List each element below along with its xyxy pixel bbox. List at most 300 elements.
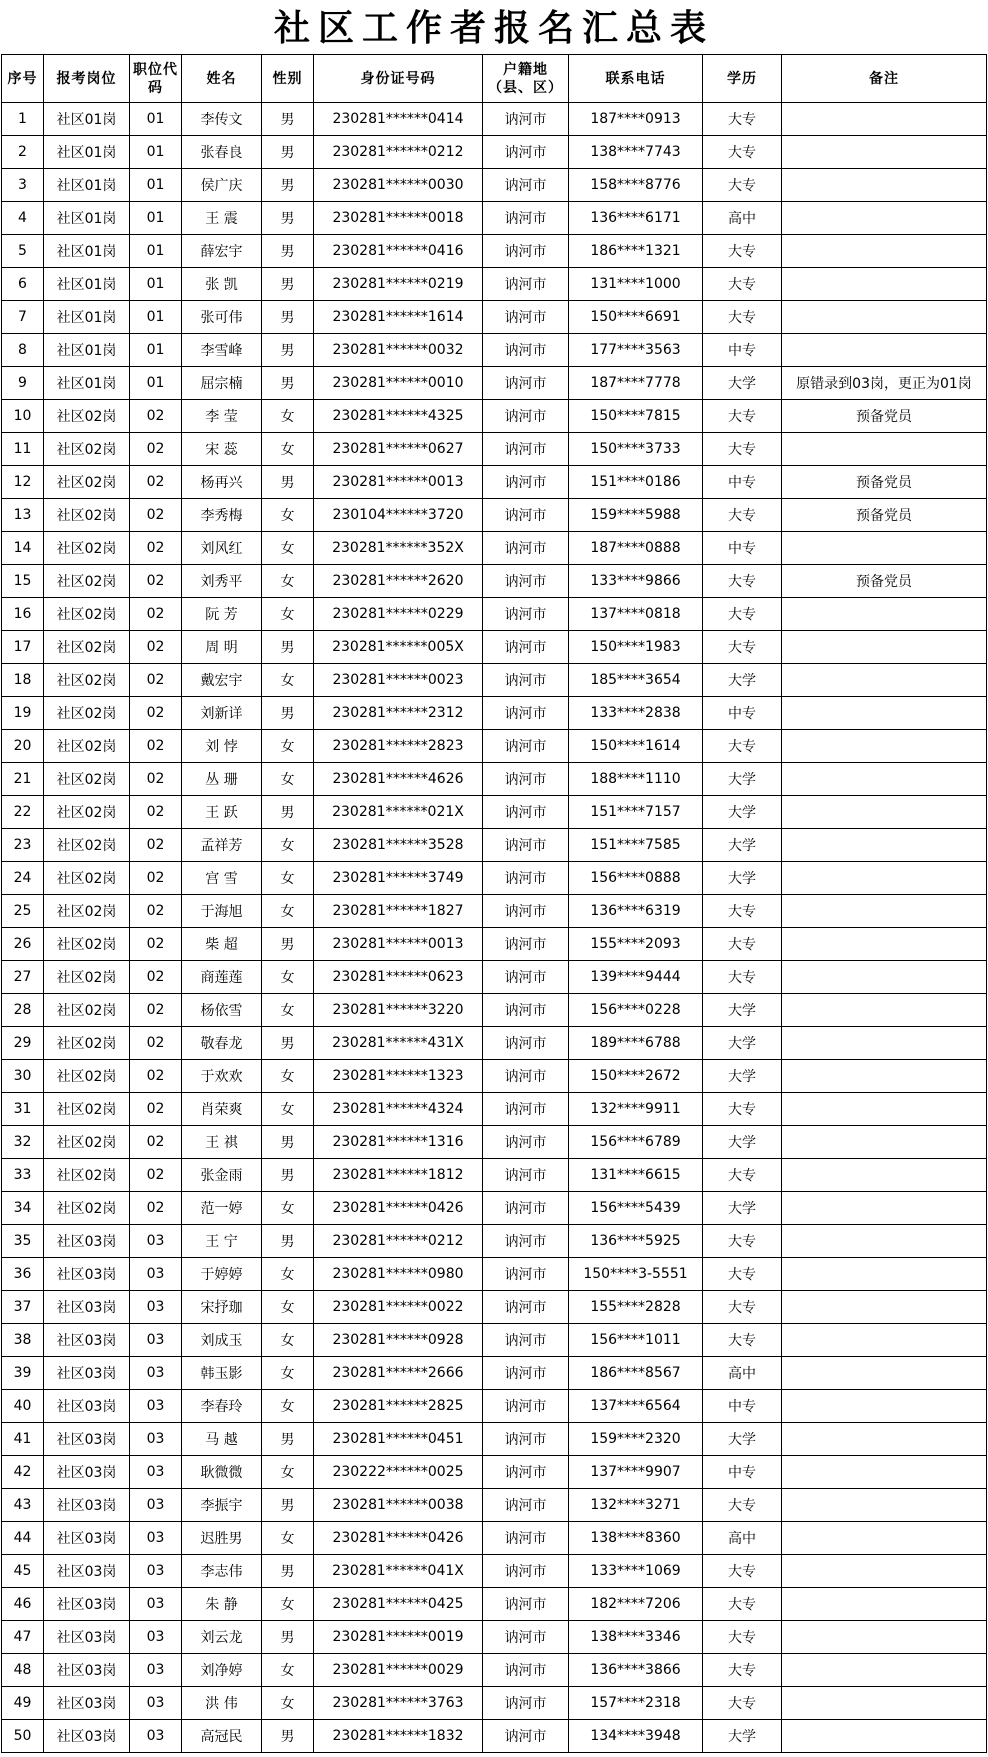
cell-gender: 男 (262, 1423, 314, 1456)
cell-gender: 女 (262, 1291, 314, 1324)
header-position: 报考岗位 (44, 55, 130, 103)
cell-household: 讷河市 (483, 367, 569, 400)
cell-education: 大专 (703, 928, 782, 961)
cell-gender: 男 (262, 334, 314, 367)
cell-id-number: 230281******0019 (314, 1621, 483, 1654)
cell-position-code: 03 (130, 1654, 182, 1687)
cell-phone: 187****0888 (569, 532, 703, 565)
cell-phone: 187****7778 (569, 367, 703, 400)
cell-education: 大学 (703, 796, 782, 829)
cell-gender: 男 (262, 301, 314, 334)
cell-name: 张可伟 (182, 301, 262, 334)
cell-index: 44 (2, 1522, 44, 1555)
cell-index: 8 (2, 334, 44, 367)
cell-gender: 男 (262, 1225, 314, 1258)
cell-phone: 150****2672 (569, 1060, 703, 1093)
table-row (2, 433, 987, 466)
table-row (2, 565, 987, 598)
table-row (2, 928, 987, 961)
cell-household: 讷河市 (483, 631, 569, 664)
cell-position-code: 02 (130, 1027, 182, 1060)
cell-household: 讷河市 (483, 1687, 569, 1720)
cell-index: 46 (2, 1588, 44, 1621)
cell-id-number: 230281******0425 (314, 1588, 483, 1621)
cell-remarks (782, 1456, 987, 1489)
cell-household: 讷河市 (483, 1720, 569, 1753)
cell-id-number: 230281******0426 (314, 1522, 483, 1555)
cell-index: 13 (2, 499, 44, 532)
cell-education: 大学 (703, 763, 782, 796)
cell-phone: 156****0228 (569, 994, 703, 1027)
cell-household: 讷河市 (483, 1060, 569, 1093)
cell-position-code: 03 (130, 1687, 182, 1720)
cell-education: 中专 (703, 334, 782, 367)
cell-phone: 158****8776 (569, 169, 703, 202)
cell-gender: 女 (262, 664, 314, 697)
cell-education: 大专 (703, 1588, 782, 1621)
cell-remarks (782, 1555, 987, 1588)
cell-household: 讷河市 (483, 928, 569, 961)
cell-id-number: 230281******0023 (314, 664, 483, 697)
cell-position: 社区02岗 (44, 994, 130, 1027)
cell-education: 大专 (703, 1654, 782, 1687)
cell-household: 讷河市 (483, 1357, 569, 1390)
cell-education: 高中 (703, 1522, 782, 1555)
header-position-code: 职位代码 (130, 55, 182, 103)
cell-remarks (782, 697, 987, 730)
cell-position: 社区01岗 (44, 367, 130, 400)
cell-id-number: 230281******4325 (314, 400, 483, 433)
cell-position: 社区03岗 (44, 1390, 130, 1423)
cell-education: 大学 (703, 367, 782, 400)
cell-remarks (782, 1654, 987, 1687)
cell-phone: 156****0888 (569, 862, 703, 895)
cell-position-code: 02 (130, 1159, 182, 1192)
cell-household: 讷河市 (483, 961, 569, 994)
cell-household: 讷河市 (483, 103, 569, 136)
cell-remarks (782, 1258, 987, 1291)
cell-position: 社区02岗 (44, 499, 130, 532)
cell-position: 社区02岗 (44, 829, 130, 862)
cell-id-number: 230281******0426 (314, 1192, 483, 1225)
table-row (2, 103, 987, 136)
cell-position: 社区02岗 (44, 631, 130, 664)
cell-name: 戴宏宇 (182, 664, 262, 697)
cell-household: 讷河市 (483, 1324, 569, 1357)
cell-education: 大专 (703, 1621, 782, 1654)
header-id-number: 身份证号码 (314, 55, 483, 103)
cell-household: 讷河市 (483, 1621, 569, 1654)
cell-household: 讷河市 (483, 697, 569, 730)
cell-remarks (782, 1423, 987, 1456)
cell-name: 柴 超 (182, 928, 262, 961)
cell-phone: 131****6615 (569, 1159, 703, 1192)
cell-remarks (782, 796, 987, 829)
cell-id-number: 230281******0451 (314, 1423, 483, 1456)
table-header-row (2, 55, 987, 103)
cell-name: 刘风红 (182, 532, 262, 565)
cell-index: 27 (2, 961, 44, 994)
cell-household: 讷河市 (483, 466, 569, 499)
cell-position: 社区01岗 (44, 235, 130, 268)
cell-remarks (782, 664, 987, 697)
cell-education: 大专 (703, 1489, 782, 1522)
cell-name: 丛 珊 (182, 763, 262, 796)
cell-phone: 150****6691 (569, 301, 703, 334)
cell-household: 讷河市 (483, 433, 569, 466)
table-row (2, 1489, 987, 1522)
cell-phone: 150****3733 (569, 433, 703, 466)
cell-position: 社区01岗 (44, 268, 130, 301)
cell-index: 38 (2, 1324, 44, 1357)
cell-name: 李秀梅 (182, 499, 262, 532)
cell-position-code: 03 (130, 1324, 182, 1357)
cell-household: 讷河市 (483, 1390, 569, 1423)
cell-remarks: 预备党员 (782, 565, 987, 598)
cell-gender: 女 (262, 994, 314, 1027)
cell-index: 6 (2, 268, 44, 301)
cell-phone: 133****9866 (569, 565, 703, 598)
cell-position-code: 03 (130, 1621, 182, 1654)
cell-index: 29 (2, 1027, 44, 1060)
cell-id-number: 230281******0030 (314, 169, 483, 202)
cell-position: 社区02岗 (44, 1027, 130, 1060)
cell-remarks: 预备党员 (782, 400, 987, 433)
cell-education: 大专 (703, 598, 782, 631)
cell-id-number: 230281******2825 (314, 1390, 483, 1423)
cell-phone: 188****1110 (569, 763, 703, 796)
cell-education: 中专 (703, 532, 782, 565)
table-row (2, 202, 987, 235)
cell-education: 大专 (703, 235, 782, 268)
cell-id-number: 230281******3220 (314, 994, 483, 1027)
cell-household: 讷河市 (483, 1192, 569, 1225)
cell-phone: 159****2320 (569, 1423, 703, 1456)
cell-position: 社区02岗 (44, 532, 130, 565)
cell-id-number: 230281******005X (314, 631, 483, 664)
header-phone: 联系电话 (569, 55, 703, 103)
cell-remarks (782, 730, 987, 763)
cell-index: 45 (2, 1555, 44, 1588)
cell-household: 讷河市 (483, 1258, 569, 1291)
cell-index: 19 (2, 697, 44, 730)
cell-index: 39 (2, 1357, 44, 1390)
cell-id-number: 230281******0623 (314, 961, 483, 994)
cell-gender: 女 (262, 829, 314, 862)
table-row (2, 664, 987, 697)
cell-name: 宋 蕊 (182, 433, 262, 466)
cell-education: 大专 (703, 103, 782, 136)
cell-remarks (782, 334, 987, 367)
cell-education: 中专 (703, 1390, 782, 1423)
cell-name: 杨依雪 (182, 994, 262, 1027)
cell-id-number: 230281******0212 (314, 1225, 483, 1258)
cell-remarks (782, 1621, 987, 1654)
cell-position: 社区02岗 (44, 895, 130, 928)
cell-education: 大专 (703, 301, 782, 334)
cell-gender: 女 (262, 433, 314, 466)
cell-phone: 134****3948 (569, 1720, 703, 1753)
cell-household: 讷河市 (483, 334, 569, 367)
cell-position-code: 03 (130, 1225, 182, 1258)
cell-position-code: 02 (130, 1192, 182, 1225)
cell-gender: 男 (262, 631, 314, 664)
table-row (2, 235, 987, 268)
cell-id-number: 230281******3763 (314, 1687, 483, 1720)
cell-gender: 女 (262, 1588, 314, 1621)
table-row (2, 829, 987, 862)
cell-position-code: 01 (130, 367, 182, 400)
cell-position-code: 01 (130, 235, 182, 268)
cell-position: 社区02岗 (44, 433, 130, 466)
cell-position: 社区01岗 (44, 301, 130, 334)
cell-position-code: 02 (130, 697, 182, 730)
cell-education: 大专 (703, 1324, 782, 1357)
cell-position: 社区02岗 (44, 928, 130, 961)
cell-household: 讷河市 (483, 862, 569, 895)
table-row (2, 1720, 987, 1753)
cell-education: 大专 (703, 895, 782, 928)
cell-id-number: 230281******021X (314, 796, 483, 829)
cell-name: 王 祺 (182, 1126, 262, 1159)
cell-phone: 139****9444 (569, 961, 703, 994)
cell-position-code: 01 (130, 268, 182, 301)
cell-position: 社区02岗 (44, 796, 130, 829)
cell-phone: 137****9907 (569, 1456, 703, 1489)
cell-remarks: 预备党员 (782, 499, 987, 532)
table-body (2, 103, 987, 1753)
cell-gender: 女 (262, 1192, 314, 1225)
cell-index: 42 (2, 1456, 44, 1489)
cell-id-number: 230104******3720 (314, 499, 483, 532)
cell-index: 4 (2, 202, 44, 235)
cell-household: 讷河市 (483, 136, 569, 169)
cell-phone: 133****2838 (569, 697, 703, 730)
table-row (2, 1588, 987, 1621)
cell-phone: 138****3346 (569, 1621, 703, 1654)
cell-position-code: 02 (130, 433, 182, 466)
cell-index: 9 (2, 367, 44, 400)
cell-name: 屈宗楠 (182, 367, 262, 400)
cell-name: 商莲莲 (182, 961, 262, 994)
cell-id-number: 230281******1827 (314, 895, 483, 928)
cell-remarks (782, 1390, 987, 1423)
cell-phone: 133****1069 (569, 1555, 703, 1588)
cell-remarks (782, 1027, 987, 1060)
cell-position: 社区02岗 (44, 598, 130, 631)
cell-index: 47 (2, 1621, 44, 1654)
cell-position: 社区02岗 (44, 862, 130, 895)
cell-phone: 156****5439 (569, 1192, 703, 1225)
cell-index: 50 (2, 1720, 44, 1753)
table-row (2, 268, 987, 301)
cell-id-number: 230281******0219 (314, 268, 483, 301)
cell-position-code: 02 (130, 862, 182, 895)
table-row (2, 1423, 987, 1456)
cell-remarks (782, 1291, 987, 1324)
cell-name: 李振宇 (182, 1489, 262, 1522)
cell-gender: 男 (262, 235, 314, 268)
cell-phone: 138****8360 (569, 1522, 703, 1555)
cell-education: 大学 (703, 829, 782, 862)
cell-phone: 150****3-5551 (569, 1258, 703, 1291)
cell-position-code: 02 (130, 466, 182, 499)
cell-position-code: 02 (130, 730, 182, 763)
cell-remarks (782, 1093, 987, 1126)
cell-gender: 女 (262, 532, 314, 565)
cell-position-code: 01 (130, 334, 182, 367)
cell-name: 李志伟 (182, 1555, 262, 1588)
cell-position: 社区02岗 (44, 763, 130, 796)
cell-gender: 女 (262, 1060, 314, 1093)
cell-position-code: 02 (130, 400, 182, 433)
cell-gender: 女 (262, 895, 314, 928)
cell-index: 34 (2, 1192, 44, 1225)
cell-name: 刘成玉 (182, 1324, 262, 1357)
cell-position: 社区03岗 (44, 1357, 130, 1390)
cell-position-code: 02 (130, 598, 182, 631)
cell-name: 王 宁 (182, 1225, 262, 1258)
cell-id-number: 230281******4324 (314, 1093, 483, 1126)
table-row (2, 1324, 987, 1357)
cell-household: 讷河市 (483, 532, 569, 565)
cell-remarks (782, 1522, 987, 1555)
cell-index: 20 (2, 730, 44, 763)
cell-name: 刘秀平 (182, 565, 262, 598)
cell-phone: 156****1011 (569, 1324, 703, 1357)
cell-name: 范一婷 (182, 1192, 262, 1225)
table-row (2, 1522, 987, 1555)
cell-phone: 132****3271 (569, 1489, 703, 1522)
cell-name: 洪 伟 (182, 1687, 262, 1720)
cell-position: 社区03岗 (44, 1456, 130, 1489)
cell-position: 社区03岗 (44, 1225, 130, 1258)
cell-name: 周 明 (182, 631, 262, 664)
cell-phone: 187****0913 (569, 103, 703, 136)
table-row (2, 730, 987, 763)
cell-education: 大专 (703, 1291, 782, 1324)
cell-position-code: 01 (130, 103, 182, 136)
table-row (2, 136, 987, 169)
cell-household: 讷河市 (483, 994, 569, 1027)
cell-education: 大学 (703, 1027, 782, 1060)
cell-name: 耿微微 (182, 1456, 262, 1489)
cell-index: 7 (2, 301, 44, 334)
cell-id-number: 230281******0010 (314, 367, 483, 400)
cell-gender: 男 (262, 928, 314, 961)
cell-education: 大学 (703, 1192, 782, 1225)
cell-household: 讷河市 (483, 1555, 569, 1588)
table-row (2, 1621, 987, 1654)
cell-position-code: 02 (130, 1060, 182, 1093)
cell-id-number: 230281******0013 (314, 466, 483, 499)
cell-index: 48 (2, 1654, 44, 1687)
cell-name: 李春玲 (182, 1390, 262, 1423)
cell-gender: 男 (262, 1720, 314, 1753)
cell-gender: 男 (262, 202, 314, 235)
cell-position-code: 02 (130, 829, 182, 862)
cell-position: 社区03岗 (44, 1621, 130, 1654)
cell-gender: 男 (262, 136, 314, 169)
cell-position-code: 02 (130, 499, 182, 532)
cell-name: 杨再兴 (182, 466, 262, 499)
cell-remarks (782, 895, 987, 928)
cell-position: 社区03岗 (44, 1324, 130, 1357)
cell-index: 40 (2, 1390, 44, 1423)
cell-id-number: 230281******0212 (314, 136, 483, 169)
cell-position-code: 03 (130, 1456, 182, 1489)
cell-remarks (782, 598, 987, 631)
cell-id-number: 230281******0013 (314, 928, 483, 961)
cell-household: 讷河市 (483, 400, 569, 433)
cell-position-code: 03 (130, 1555, 182, 1588)
cell-index: 37 (2, 1291, 44, 1324)
cell-id-number: 230281******3749 (314, 862, 483, 895)
cell-name: 迟胜男 (182, 1522, 262, 1555)
cell-position-code: 02 (130, 994, 182, 1027)
cell-id-number: 230281******1323 (314, 1060, 483, 1093)
table-row (2, 862, 987, 895)
cell-gender: 男 (262, 169, 314, 202)
cell-education: 大专 (703, 169, 782, 202)
cell-phone: 189****6788 (569, 1027, 703, 1060)
cell-education: 大专 (703, 400, 782, 433)
cell-index: 35 (2, 1225, 44, 1258)
cell-position-code: 03 (130, 1423, 182, 1456)
cell-gender: 女 (262, 1093, 314, 1126)
cell-education: 大专 (703, 268, 782, 301)
table-row (2, 1291, 987, 1324)
cell-gender: 女 (262, 1357, 314, 1390)
cell-remarks (782, 1060, 987, 1093)
cell-index: 22 (2, 796, 44, 829)
cell-id-number: 230281******0038 (314, 1489, 483, 1522)
cell-gender: 女 (262, 961, 314, 994)
cell-name: 刘云龙 (182, 1621, 262, 1654)
cell-remarks (782, 1324, 987, 1357)
cell-name: 王 跃 (182, 796, 262, 829)
cell-phone: 155****2828 (569, 1291, 703, 1324)
cell-remarks (782, 1720, 987, 1753)
header-name: 姓名 (182, 55, 262, 103)
table-row (2, 532, 987, 565)
cell-index: 12 (2, 466, 44, 499)
cell-gender: 男 (262, 1555, 314, 1588)
cell-position-code: 03 (130, 1390, 182, 1423)
cell-id-number: 230281******0414 (314, 103, 483, 136)
cell-position-code: 02 (130, 565, 182, 598)
table-row (2, 1687, 987, 1720)
cell-name: 于欢欢 (182, 1060, 262, 1093)
cell-position-code: 03 (130, 1357, 182, 1390)
cell-phone: 132****9911 (569, 1093, 703, 1126)
cell-id-number: 230281******1812 (314, 1159, 483, 1192)
cell-education: 大专 (703, 1258, 782, 1291)
table-row (2, 631, 987, 664)
table-row (2, 499, 987, 532)
cell-remarks (782, 1489, 987, 1522)
cell-remarks (782, 169, 987, 202)
cell-id-number: 230281******0018 (314, 202, 483, 235)
cell-remarks (782, 961, 987, 994)
cell-gender: 男 (262, 796, 314, 829)
cell-remarks (782, 1687, 987, 1720)
cell-phone: 157****2318 (569, 1687, 703, 1720)
cell-phone: 150****7815 (569, 400, 703, 433)
cell-gender: 女 (262, 862, 314, 895)
cell-index: 2 (2, 136, 44, 169)
cell-position: 社区03岗 (44, 1258, 130, 1291)
